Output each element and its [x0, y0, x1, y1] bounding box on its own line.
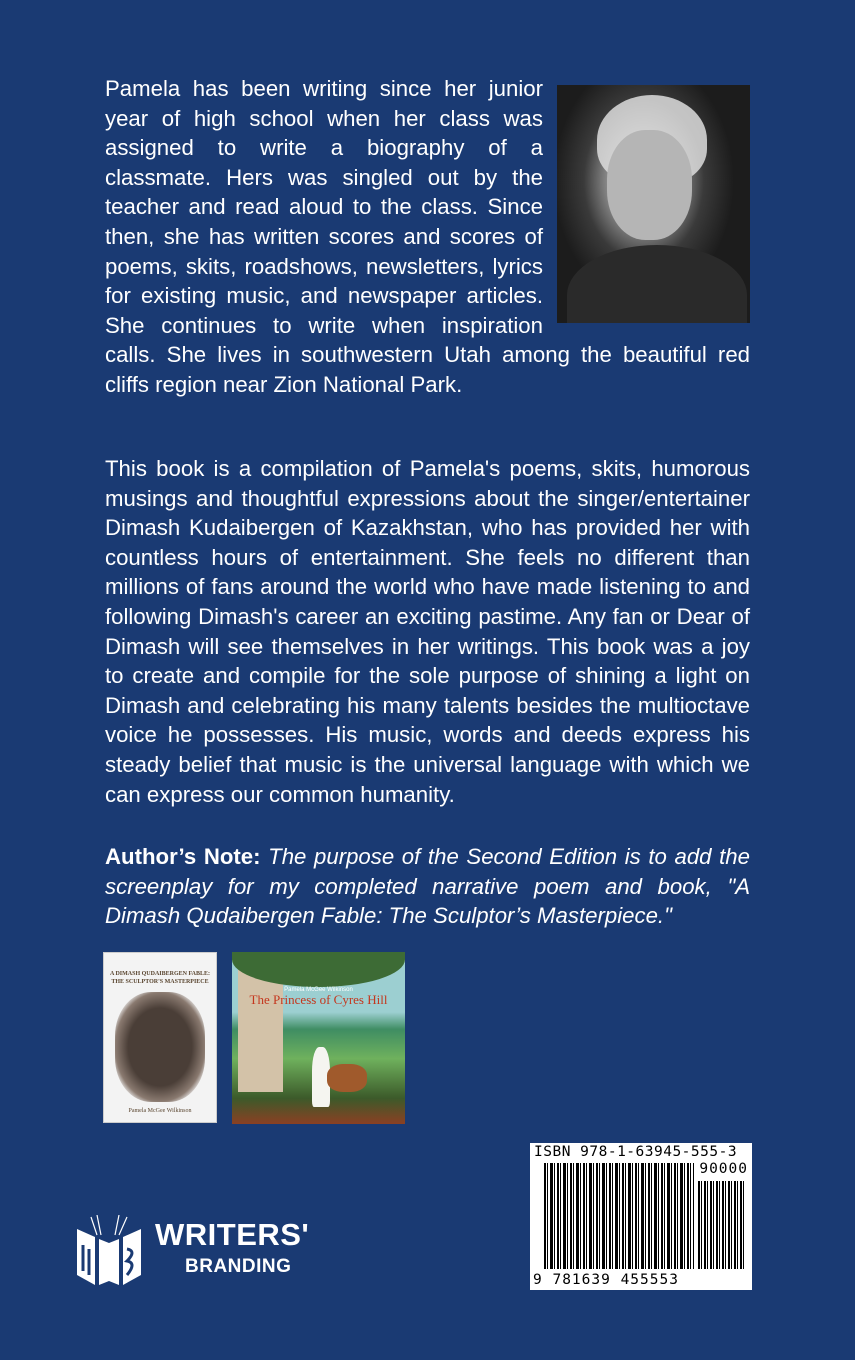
book-author: Pamela McGee Wilkinson [284, 987, 353, 993]
isbn-text: ISBN 978-1-63945-555-3 [534, 1144, 738, 1160]
book-title: A DIMASH QUDAIBERGEN FABLE: [109, 971, 211, 977]
authors-note [105, 842, 750, 931]
price-barcode-bars [698, 1181, 746, 1269]
barcode-bars [544, 1163, 694, 1269]
book-logo-icon [75, 1215, 143, 1287]
author-bio [105, 74, 750, 400]
book-author: Pamela McGee Wilkinson [128, 1108, 192, 1114]
book-description: This book is a compilation of Pamela's poems, skits, humorous musings and thoughtful expressions about the singer/entertainer Dimash Kudaibergen of Kazakhstan, who has provided her with countless hours of entertainment. She feels no different than millions of fans around the world who have made listening to and following Dimash's career an exciting pastime. Any fan or Dear of Dimash will see themselves in her writings. This book was a joy to create and compile for the sole purpose of shining a light on Dimash and celebrating his many talents besides the multioctave voice he possesses. His music, words and deeds express his steady belief that music is the universal language with which we can express our common humanity. [105, 456, 750, 807]
book-title: The Princess of Cyres Hill [249, 992, 388, 1007]
author-bio-text: Pamela has been writing since her junior year of high school when her class was assigned to write a biography of a classmate. Hers was singled out by the teacher and read aloud to the class. Since then, she has written scores and scores of poems, skits, roadshows, newsletters, lyrics for existing music, and newspaper articles. She continues to write when inspiration calls. She lives in southwestern Utah among the beautiful red cliffs region near Zion National Park. [105, 76, 750, 397]
deer-illustration [327, 1064, 367, 1092]
publisher-subname: BRANDING [185, 1256, 292, 1277]
book-subtitle: THE SCULPTOR'S MASTERPIECE [111, 979, 209, 985]
isbn-barcode [530, 1143, 752, 1290]
book-cover-princess-of-cyres-hill [232, 952, 405, 1124]
price-code: 90000 [699, 1161, 748, 1177]
barcode-number: 9 781639 455553 [533, 1272, 679, 1288]
book-cover-sculptors-masterpiece [103, 952, 217, 1123]
authors-note-text: The purpose of the Second Edition is to add the screenplay for my completed narrative poem and book, "A Dimash Qudaibergen Fable: The Sculptor’s Masterpiece." [105, 844, 750, 929]
cover-illustration [115, 992, 205, 1102]
authors-note-label: Author’s Note: [105, 844, 261, 869]
publisher-name: WRITERS' [155, 1217, 310, 1252]
author-photo [557, 85, 750, 323]
